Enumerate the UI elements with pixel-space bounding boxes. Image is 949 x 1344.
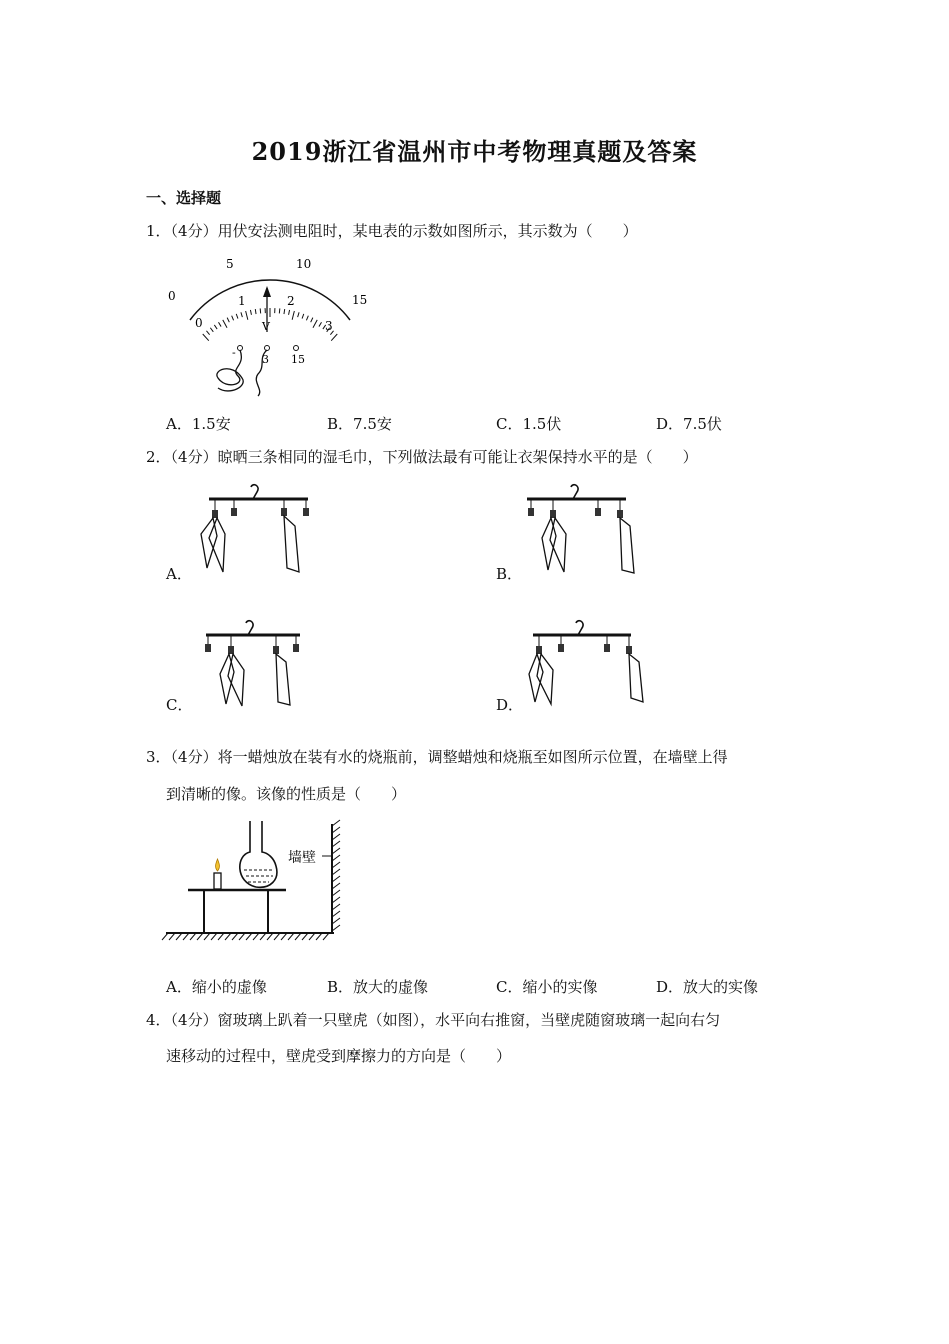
hatch-line — [323, 933, 329, 940]
q3-option-b: B．放大的虚像 — [327, 978, 429, 996]
q3-option-c: C．缩小的实像 — [496, 978, 598, 996]
towel — [542, 518, 556, 570]
towel — [284, 516, 299, 572]
terminal-15 — [294, 346, 299, 351]
scale-upper-5: 5 — [226, 257, 234, 271]
scale-tick — [284, 309, 285, 314]
clip — [303, 508, 309, 516]
hatch-line — [176, 933, 182, 940]
question-3-stem-line2: 到清晰的像。该像的性质是（ ） — [166, 785, 407, 803]
candle-flame — [216, 859, 220, 871]
hanger-hook — [246, 621, 253, 635]
hatch-line — [332, 925, 340, 931]
hanger-figure-a — [195, 478, 325, 578]
scale-lower-1: 1 — [238, 294, 246, 308]
question-2-stem: 2．（4分）晾晒三条相同的湿毛巾，下列做法最有可能让衣架保持水平的是（ ） — [146, 448, 698, 466]
q3-option-d: D．放大的实像 — [656, 978, 759, 996]
towel — [228, 654, 244, 706]
hatch-line — [332, 827, 340, 833]
clip — [626, 646, 632, 654]
scale-tick — [311, 318, 313, 323]
scale-tick — [289, 310, 290, 315]
scale-tick — [292, 311, 294, 320]
clip — [293, 644, 299, 652]
terminal-label-3: 3 — [262, 353, 269, 366]
hatch-line — [253, 933, 259, 940]
q2-option-c: C． — [166, 696, 193, 714]
scale-tick — [302, 314, 304, 319]
hatch-line — [332, 876, 340, 882]
hatch-line — [332, 904, 340, 910]
scale-tick — [206, 331, 209, 335]
scale-tick — [313, 320, 317, 328]
towel — [529, 654, 543, 702]
clip — [558, 644, 564, 652]
needle-arrowhead — [263, 286, 271, 297]
towel — [209, 518, 225, 572]
hatch-line — [332, 855, 340, 861]
q2-option-d: D． — [496, 696, 524, 714]
scale-tick — [331, 334, 337, 341]
hatch-line — [260, 933, 266, 940]
wire-left — [217, 350, 243, 391]
wall-hatching — [332, 820, 340, 931]
hatch-line — [332, 897, 340, 903]
hatch-line — [302, 933, 308, 940]
q1-option-b: B．7.5安 — [327, 415, 392, 433]
scale-tick — [298, 312, 299, 317]
scale-tick — [319, 322, 322, 326]
document-title: 2019浙江省温州市中考物理真题及答案 — [251, 137, 698, 166]
hatch-line — [232, 933, 238, 940]
q1-option-d: D．7.5伏 — [656, 415, 722, 433]
towel — [537, 654, 553, 704]
hatch-line — [332, 869, 340, 875]
terminal-3 — [265, 346, 270, 351]
scale-tick — [306, 316, 308, 321]
scale-lower-2: 2 — [287, 294, 295, 308]
hatch-line — [332, 862, 340, 868]
hatch-line — [332, 911, 340, 917]
scale-tick — [210, 328, 213, 332]
scale-lower-0: 0 — [195, 316, 203, 330]
hatch-line — [197, 933, 203, 940]
hatch-line — [239, 933, 245, 940]
scale-tick — [203, 334, 209, 341]
hatch-line — [332, 883, 340, 889]
towel — [550, 518, 566, 572]
candle — [214, 873, 221, 889]
scale-tick — [250, 310, 251, 315]
scale-tick — [241, 312, 242, 317]
hanger-figure-c — [198, 612, 328, 712]
towel — [620, 518, 634, 573]
hatch-line — [218, 933, 224, 940]
scale-upper-10: 10 — [296, 257, 312, 271]
voltmeter-figure — [160, 250, 380, 400]
clip — [281, 508, 287, 516]
question-4-stem-line1: 4．（4分）窗玻璃上趴着一只壁虎（如图），水平向右推窗，当壁虎随窗玻璃一起向右匀 — [146, 1011, 721, 1029]
question-4-stem-line2: 速移动的过程中，壁虎受到摩擦力的方向是（ ） — [166, 1047, 512, 1065]
towel — [629, 654, 643, 702]
hatch-line — [246, 933, 252, 940]
hatch-line — [295, 933, 301, 940]
scale-tick — [236, 314, 238, 319]
flask-water — [246, 876, 273, 882]
terminal-negative — [238, 346, 243, 351]
q1-option-a: A．1.5安 — [166, 415, 231, 433]
scale-tick — [223, 320, 227, 328]
voltmeter-unit-label: V — [262, 320, 270, 333]
q2-option-a: A． — [166, 565, 192, 583]
scale-tick — [255, 309, 256, 314]
hatch-line — [204, 933, 210, 940]
hatch-line — [332, 918, 340, 924]
hatch-line — [332, 890, 340, 896]
clip — [273, 646, 279, 654]
q2-option-b: B． — [496, 565, 523, 583]
clip — [604, 644, 610, 652]
scale-lower-3: 3 — [325, 319, 333, 333]
hatch-line — [274, 933, 280, 940]
voltmeter-scale-ticks — [203, 308, 338, 341]
hatch-line — [288, 933, 294, 940]
q3-option-a: A．缩小的虚像 — [166, 978, 267, 996]
hatch-line — [162, 933, 168, 940]
terminal-label-negative: - — [232, 346, 236, 359]
hanger-hook — [576, 621, 583, 635]
section-heading: 一、选择题 — [146, 189, 222, 207]
clip — [205, 644, 211, 652]
hatch-line — [332, 841, 340, 847]
wall-label: 墙壁 — [288, 850, 316, 866]
clip — [595, 508, 601, 516]
scale-upper-15: 15 — [352, 293, 368, 307]
hatch-line — [225, 933, 231, 940]
hatch-line — [309, 933, 315, 940]
scale-tick — [246, 311, 248, 320]
ground-hatching — [162, 933, 329, 940]
hatch-line — [332, 848, 340, 854]
hatch-line — [211, 933, 217, 940]
hatch-line — [316, 933, 322, 940]
scale-tick — [227, 318, 229, 323]
q1-option-c: C．1.5伏 — [496, 415, 562, 433]
clip — [617, 510, 623, 518]
hatch-line — [281, 933, 287, 940]
clip — [528, 508, 534, 516]
clip — [231, 508, 237, 516]
hanger-hook — [571, 485, 578, 499]
terminal-label-15: 15 — [291, 353, 305, 366]
hanger-figure-d — [525, 612, 655, 712]
scale-tick — [218, 322, 221, 326]
hatch-line — [332, 820, 340, 826]
hatch-line — [169, 933, 175, 940]
scale-upper-0: 0 — [168, 289, 176, 303]
scale-tick — [232, 316, 234, 321]
flask — [240, 821, 277, 887]
question-1-stem: 1．（4分）用伏安法测电阻时，某电表的示数如图所示，其示数为（ ） — [146, 222, 638, 240]
towel — [276, 654, 290, 705]
hatch-line — [183, 933, 189, 940]
scale-tick — [214, 325, 217, 329]
question-3-stem-line1: 3．（4分）将一蜡烛放在装有水的烧瓶前，调整蜡烛和烧瓶至如图所示位置，在墙壁上得 — [146, 748, 728, 766]
hatch-line — [267, 933, 273, 940]
hanger-hook — [251, 485, 258, 499]
hatch-line — [190, 933, 196, 940]
hanger-figure-b — [522, 478, 652, 578]
hatch-line — [332, 834, 340, 840]
candle-flask-figure — [164, 818, 354, 948]
